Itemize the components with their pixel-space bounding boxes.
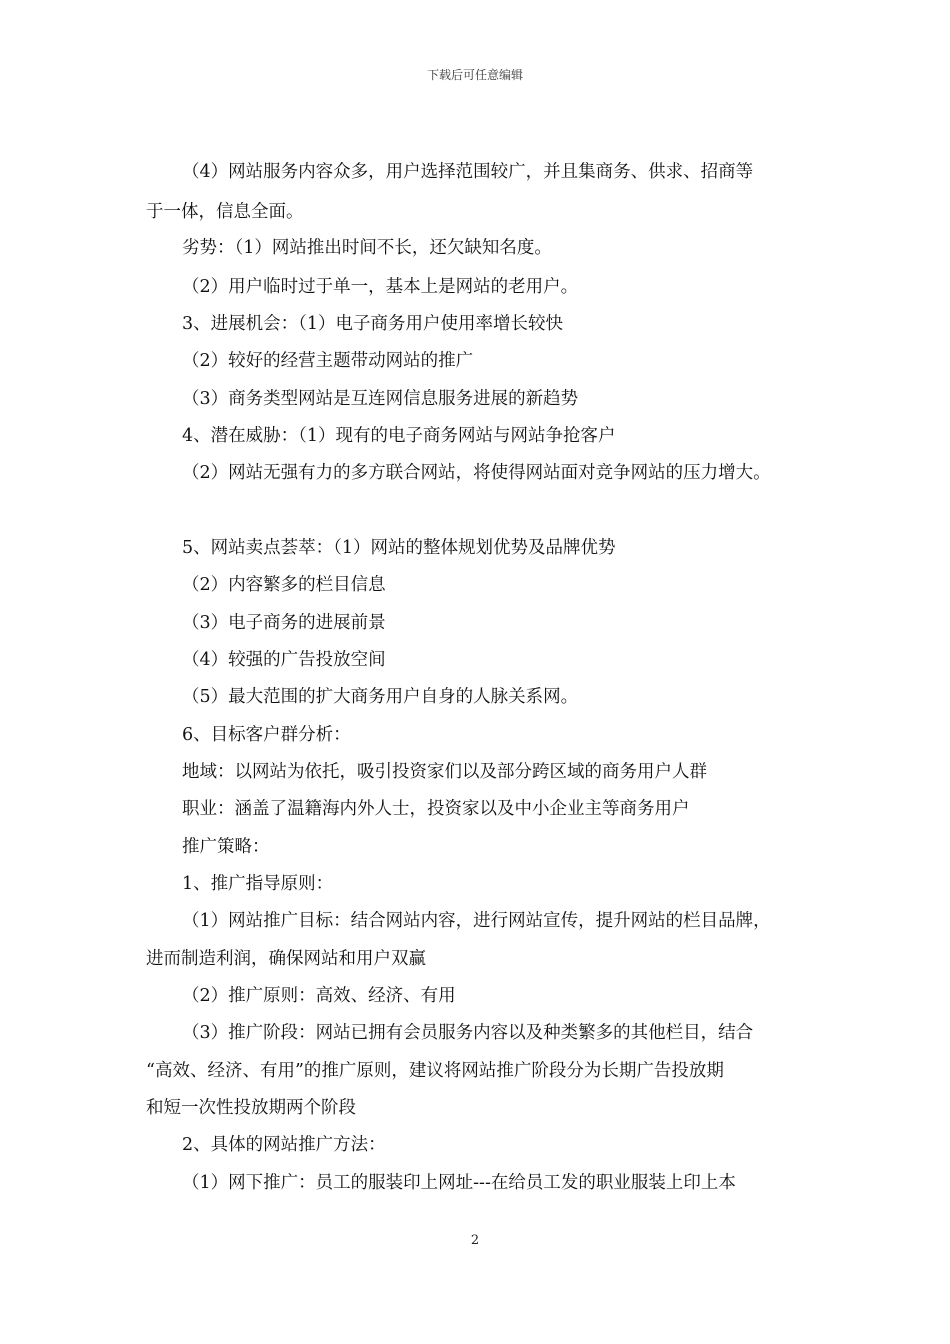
text-line: 职业：涵盖了温籍海内外人士，投资家以及中小企业主等商务用户 [182,799,690,819]
text-line: 5、网站卖点荟萃：（1）网站的整体规划优势及品牌优势 [182,538,616,558]
text-line: （4）网站服务内容众多，用户选择范围较广，并且集商务、供求、招商等 [182,162,754,182]
text-line: 进而制造利润，确保网站和用户双赢 [146,949,426,969]
text-line: 3、进展机会：（1）电子商务用户使用率增长较快 [182,314,564,334]
text-line: 6、目标客户群分析： [182,725,351,745]
page-header: 下载后可任意编辑 [426,68,523,82]
text-line: 2、具体的网站推广方法： [182,1135,386,1155]
text-line: （2）推广原则：高效、经济、有用 [182,986,456,1006]
text-line: “高效、经济、有用”的推广原则，建议将网站推广阶段分为长期广告投放期 [146,1061,724,1081]
text-line: （5）最大范围的扩大商务用户自身的人脉关系网。 [182,687,579,707]
text-line: （3）电子商务的进展前景 [182,613,386,633]
text-line: 推广策略： [182,837,270,857]
text-line: （4）较强的广告投放空间 [182,650,386,670]
text-line: 于一体，信息全面。 [146,202,304,222]
text-line: （1）网站推广目标：结合网站内容，进行网站宣传，提升网站的栏目品牌， [182,911,771,931]
text-line: （2）用户临时过于单一，基本上是网站的老用户。 [182,277,579,297]
text-line: （2）内容繁多的栏目信息 [182,575,386,595]
text-line: （2）较好的经营主题带动网站的推广 [182,351,474,371]
text-line: 劣势：（1）网站推出时间不长，还欠缺知名度。 [182,238,552,258]
text-line: 4、潜在威胁：（1）现有的电子商务网站与网站争抢客户 [182,426,616,446]
text-line: （3）商务类型网站是互连网信息服务进展的新趋势 [182,389,579,409]
text-line: （3）推广阶段：网站已拥有会员服务内容以及种类繁多的其他栏目，结合 [182,1023,754,1043]
page-number: 2 [470,1233,480,1248]
text-line: 1、推广指导原则： [182,874,334,894]
text-line: （1）网下推广：员工的服装印上网址---在给员工发的职业服装上印上本 [182,1173,736,1193]
text-line: 和短一次性投放期两个阶段 [146,1098,356,1118]
text-line: （2）网站无强有力的多方联合网站，将使得网站面对竞争网站的压力增大。 [182,463,771,483]
text-line: 地域：以网站为依托，吸引投资家们以及部分跨区域的商务用户人群 [182,762,707,782]
